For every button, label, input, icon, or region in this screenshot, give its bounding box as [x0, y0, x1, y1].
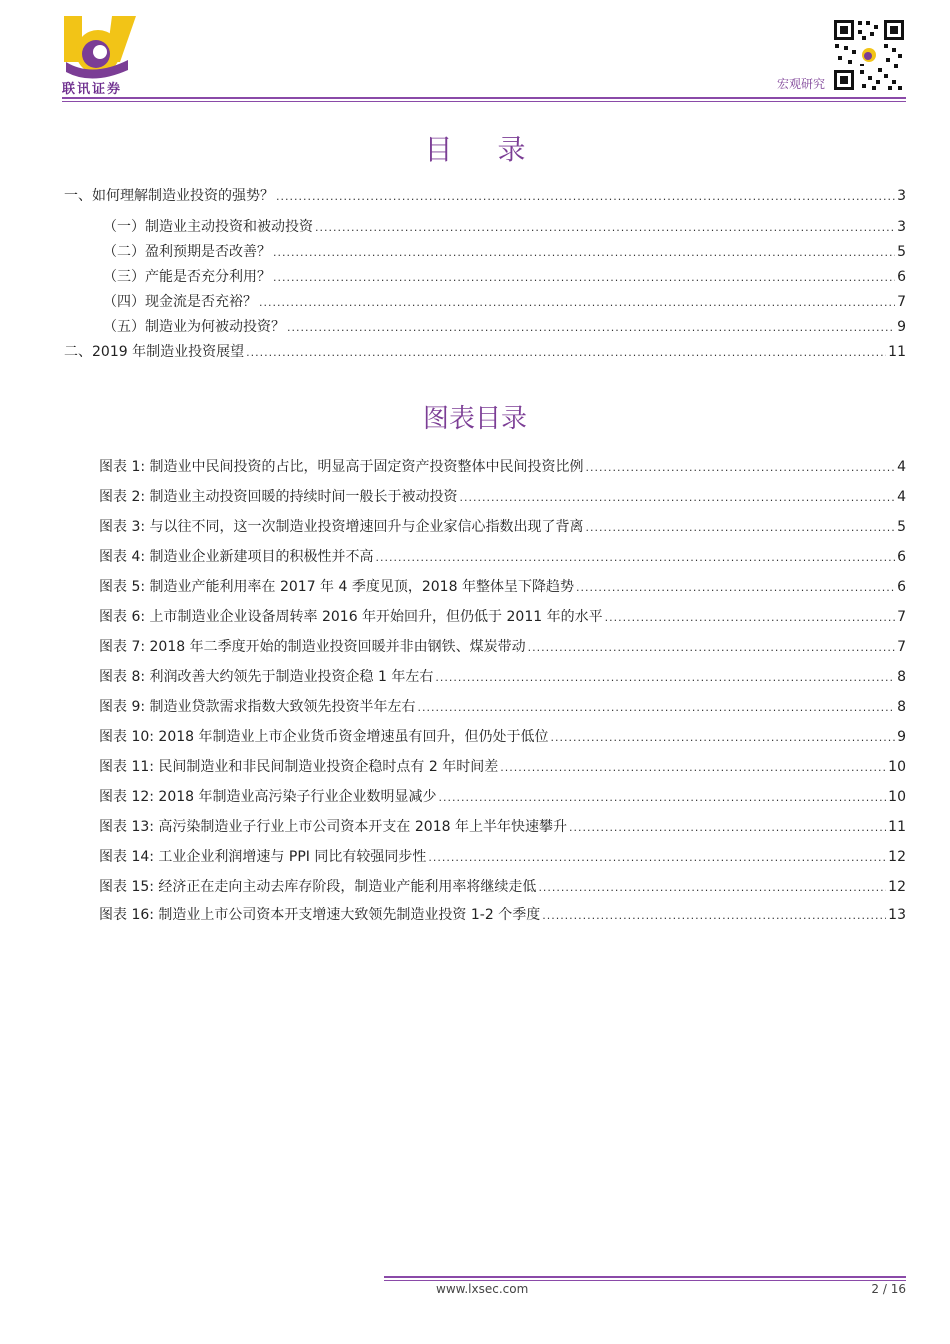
- figure-entry[interactable]: [99, 638, 906, 657]
- toc-entry-page: 11: [888, 344, 906, 360]
- toc-entry-label: （二）盈利预期是否改善？: [103, 244, 271, 260]
- toc-entry-page: 3: [897, 188, 906, 204]
- footer-divider: [384, 1276, 906, 1278]
- figure-entry-label: 图表 16: 制造业上市公司资本开支增速大致领先制造业投资 1-2 个季度: [99, 907, 541, 923]
- figure-entry[interactable]: [99, 458, 906, 477]
- figure-entry-page: 7: [897, 639, 906, 655]
- figure-entry-page: 6: [897, 579, 906, 595]
- toc-title: 目 录: [424, 133, 544, 166]
- footer-divider-thin: [384, 1280, 906, 1281]
- figure-entry[interactable]: [99, 578, 906, 597]
- header-divider: [62, 97, 906, 99]
- figure-entry[interactable]: [99, 488, 906, 507]
- figure-entry-page: 4: [897, 489, 906, 505]
- figure-entry[interactable]: [99, 758, 906, 777]
- toc-entry-label: （一）制造业主动投资和被动投资: [103, 219, 313, 235]
- figure-entry[interactable]: [99, 818, 906, 837]
- figure-entry[interactable]: [99, 668, 906, 687]
- figure-entry[interactable]: [99, 608, 906, 627]
- toc-entry-label: 一、如何理解制造业投资的强势？: [64, 188, 274, 204]
- dot-leader: [538, 879, 886, 897]
- dot-leader: [287, 319, 895, 337]
- qr-code-icon: [832, 18, 906, 92]
- toc-entry-page: 9: [897, 319, 906, 335]
- figure-entry-label: 图表 15: 经济正在走向主动去库存阶段，制造业产能利用率将继续走低: [99, 879, 537, 895]
- dot-leader: [273, 269, 895, 287]
- figure-entry-label: 图表 2: 制造业主动投资回暖的持续时间一般长于被动投资: [99, 489, 458, 505]
- dot-leader: [528, 639, 895, 657]
- figure-entry-label: 图表 8: 利润改善大约领先于制造业投资企稳 1 年左右: [99, 669, 434, 685]
- figure-entry-label: 图表 10: 2018 年制造业上市企业货币资金增速虽有回升，但仍处于低位: [99, 729, 549, 745]
- dot-leader: [273, 244, 895, 262]
- dot-leader: [439, 789, 887, 807]
- toc-entry[interactable]: [103, 218, 906, 237]
- figure-entry-page: 6: [897, 549, 906, 565]
- figure-entry-page: 8: [897, 669, 906, 685]
- toc-entry[interactable]: [103, 293, 906, 312]
- toc-entry-label: 二、2019 年制造业投资展望: [64, 344, 245, 360]
- figure-entry-page: 12: [888, 879, 906, 895]
- dot-leader: [605, 609, 895, 627]
- footer-url[interactable]: www.lxsec.com: [436, 1282, 529, 1296]
- figure-entry[interactable]: [99, 548, 906, 567]
- figure-entry-label: 图表 13: 高污染制造业子行业上市公司资本开支在 2018 年上半年快速攀升: [99, 819, 567, 835]
- toc-entry-label: （三）产能是否充分利用？: [103, 269, 271, 285]
- figure-entry-page: 8: [897, 699, 906, 715]
- figure-entry-page: 9: [897, 729, 906, 745]
- toc-entry-page: 6: [897, 269, 906, 285]
- figure-entry-page: 10: [888, 759, 906, 775]
- dot-leader: [551, 729, 896, 747]
- figure-entry-page: 13: [888, 907, 906, 923]
- figure-entry-page: 5: [897, 519, 906, 535]
- figure-entry-page: 10: [888, 789, 906, 805]
- dot-leader: [376, 549, 896, 567]
- toc-entry[interactable]: [64, 343, 906, 362]
- figure-entry-label: 图表 12: 2018 年制造业高污染子行业企业数明显减少: [99, 789, 437, 805]
- figure-entry[interactable]: [99, 878, 906, 897]
- figure-entry-page: 12: [888, 849, 906, 865]
- toc-entry[interactable]: [103, 268, 906, 287]
- section-tag: 宏观研究: [776, 77, 825, 91]
- dot-leader: [246, 344, 886, 362]
- figure-entry[interactable]: [99, 728, 906, 747]
- figure-entry-label: 图表 3: 与以往不同，这一次制造业投资增速回升与企业家信心指数出现了背离: [99, 519, 584, 535]
- figure-entry-label: 图表 9: 制造业贷款需求指数大致领先投资半年左右: [99, 699, 416, 715]
- toc-entry-label: （四）现金流是否充裕？: [103, 294, 257, 310]
- logo-text: 联讯证券: [62, 82, 123, 97]
- dot-leader: [542, 907, 886, 925]
- toc-entry-page: 3: [897, 219, 906, 235]
- dot-leader: [276, 188, 895, 206]
- dot-leader: [435, 669, 895, 687]
- page-number: 2 / 16: [871, 1282, 906, 1296]
- header-divider-thin: [62, 101, 906, 102]
- toc-entry-page: 7: [897, 294, 906, 310]
- figure-entry-label: 图表 4: 制造业企业新建项目的积极性并不高: [99, 549, 374, 565]
- figure-entry[interactable]: [99, 698, 906, 717]
- dot-leader: [576, 579, 895, 597]
- dot-leader: [500, 759, 886, 777]
- figure-entry[interactable]: [99, 906, 906, 925]
- dot-leader: [315, 219, 895, 237]
- toc-entry[interactable]: [103, 243, 906, 262]
- dot-leader: [569, 819, 886, 837]
- figure-entry-page: 4: [897, 459, 906, 475]
- figure-entry-label: 图表 1: 制造业中民间投资的占比，明显高于固定资产投资整体中民间投资比例: [99, 459, 584, 475]
- figure-list-title: 图表目录: [422, 404, 527, 434]
- figure-entry-page: 11: [888, 819, 906, 835]
- dot-leader: [586, 519, 896, 537]
- figure-entry-page: 7: [897, 609, 906, 625]
- figure-entry[interactable]: [99, 788, 906, 807]
- toc-entry-label: （五）制造业为何被动投资？: [103, 319, 285, 335]
- toc-entry-page: 5: [897, 244, 906, 260]
- figure-entry-label: 图表 11: 民间制造业和非民间制造业投资企稳时点有 2 年时间差: [99, 759, 499, 775]
- dot-leader: [259, 294, 895, 312]
- dot-leader: [586, 459, 896, 477]
- figure-entry[interactable]: [99, 848, 906, 867]
- toc-entry[interactable]: [103, 318, 906, 337]
- dot-leader: [428, 849, 886, 867]
- figure-entry-label: 图表 14: 工业企业利润增速与 PPI 同比有较强同步性: [99, 849, 427, 865]
- figure-entry-label: 图表 7: 2018 年二季度开始的制造业投资回暖并非由钢铁、煤炭带动: [99, 639, 526, 655]
- figure-entry-label: 图表 6: 上市制造业企业设备周转率 2016 年开始回升，但仍低于 2011 年的水平: [99, 609, 603, 625]
- toc-entry[interactable]: [64, 187, 906, 206]
- figure-entry-label: 图表 5: 制造业产能利用率在 2017 年 4 季度见顶，2018 年整体呈下降趋势: [99, 579, 574, 595]
- figure-entry[interactable]: [99, 518, 906, 537]
- dot-leader: [460, 489, 896, 507]
- dot-leader: [418, 699, 896, 717]
